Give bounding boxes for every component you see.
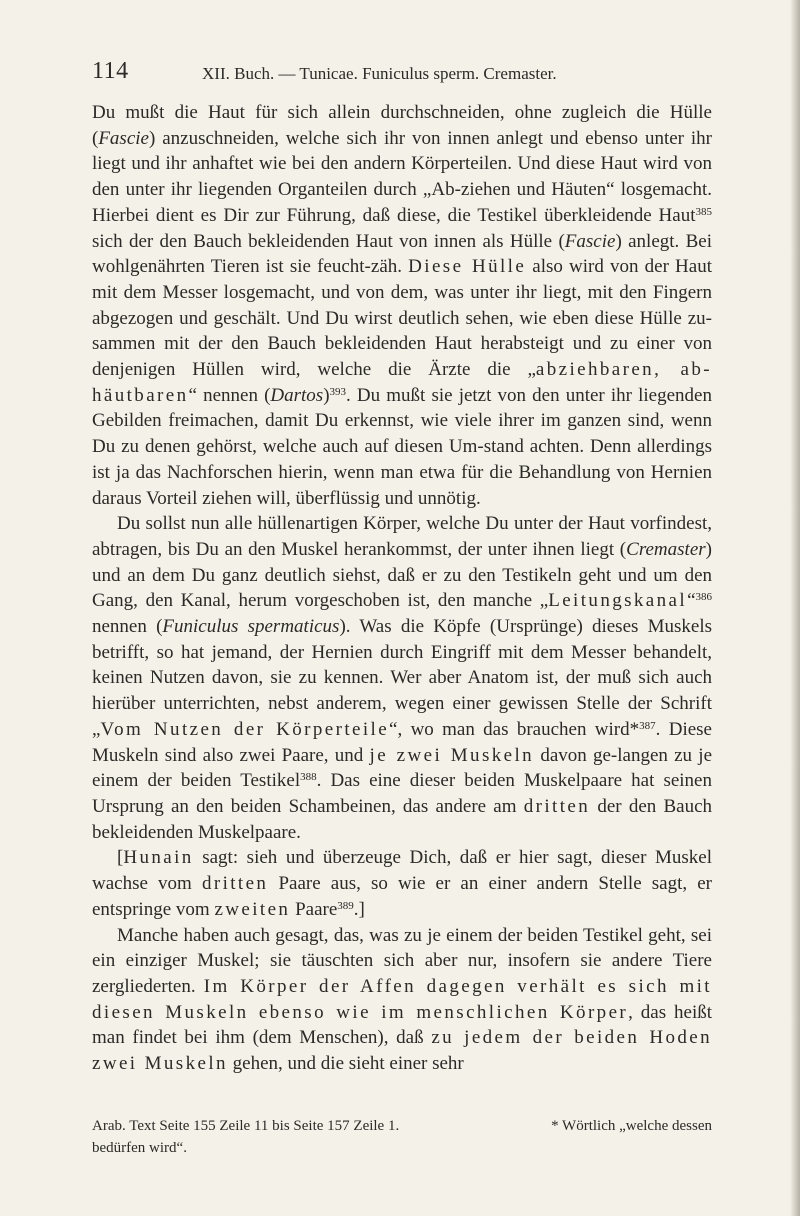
italic-term: Dartos [270, 384, 324, 406]
text-run: ) anzuschneiden, welche sich ihr von innen anlegt und ebenso unter ihr liegt und ihr anhaftet wie bei den andern Körperteilen. Und diese Haut wird von den unter ihr liegenden Organteilen durch „Ab-ziehen und Häuten“ losgemacht. Hierbei dient es Dir zur Führung, daß diese, die Testikel überkleidende Haut [92, 127, 712, 226]
text-run: Du mußt die Haut für sich allein durchschneiden, ohne zugleich die Hülle ( [92, 102, 712, 149]
page-number: 114 [92, 58, 129, 84]
spaced-emphasis: Im Körper der Affen dagegen verhält es sich mit diesen Muskeln ebenso wie im menschlichen Körper [92, 975, 712, 1023]
footnote-ref: 385 [695, 205, 712, 218]
footnote-ref: 393 [329, 385, 347, 398]
footnote-ref: 387 [639, 719, 656, 732]
paragraph [92, 100, 712, 511]
text-run: Paare aus, so wie er an einer andern Stelle sagt, er entspringe vom [92, 873, 712, 920]
text-run: sagt: sieh und überzeuge Dich, daß er hier sagt, dieser Muskel wachse vom [92, 847, 712, 895]
footnote-ref: 388 [300, 771, 317, 784]
text-run: gehen, und die sieht einer sehr [227, 1053, 464, 1075]
spaced-emphasis: Vom Nutzen der Körperteile [100, 718, 390, 740]
text-run: “ nennen ( [188, 384, 271, 406]
footnote-source: Arab. Text Seite 155 Zeile 11 bis Seite 157 Zeile 1. [92, 1118, 400, 1134]
paragraph [92, 923, 712, 1077]
text-run: “ [687, 590, 696, 612]
running-title: XII. Buch. — Tunicae. Funiculus sperm. Cremaster. [202, 64, 557, 83]
text-run: der den Bauch bekleidenden Muskelpaare. [92, 795, 712, 843]
text-run: . Das eine dieser beiden Muskelpaare hat seinen Ursprung an den beiden Schambeinen, das andere am [92, 770, 712, 817]
footnotes [92, 1115, 712, 1159]
page-edge [790, 0, 800, 1216]
text-run: “, wo man das brauchen wird* [389, 718, 640, 740]
body-text [92, 100, 712, 1077]
text-run: davon ge-langen zu je einem der beiden Testikel [92, 744, 713, 792]
spaced-emphasis: dritten [201, 873, 269, 895]
paragraph [92, 845, 712, 922]
footnote-note-continued: bedürfen wird“. [92, 1140, 187, 1156]
text-run: Paare [290, 898, 338, 920]
footnote-note: * Wörtlich „welche dessen [551, 1118, 712, 1134]
italic-term: Fascie [564, 230, 616, 252]
text-run: ). Was die Köpfe (Ursprünge) dieses Muskels betrifft, so hat jemand, der Hernien durch Eingriff mit dem Messer behandelt, keinen Nutzen davon, sie zu kennen. Wer aber Anatom ist, der muß sich auch hierüber unterrichten, nebst anderem, wegen einer gewissen Stelle der Schrift „ [92, 616, 712, 740]
text-run: ) [323, 384, 330, 406]
italic-term: Cremaster [626, 538, 706, 560]
italic-term: Fascie [98, 127, 149, 149]
text-run: Du sollst nun alle hüllenartigen Körper, welche Du unter der Haut vorfindest, abtragen, bis Du an den Muskel herankommst, der unter ihnen liegt ( [92, 513, 712, 560]
footnote-ref: 389 [337, 899, 354, 912]
footnote-ref: 386 [695, 591, 712, 604]
spaced-emphasis: Hunain [123, 847, 194, 869]
spaced-emphasis: dritten [523, 795, 591, 817]
paragraph [92, 511, 712, 845]
text-run: , das heißt man findet bei ihm (dem Menschen), daß [92, 1001, 712, 1049]
text-run: ) und an dem Du ganz deutlich siehst, daß er zu den Testikeln geht und um den Gang, den Kanal, herum vorgeschoben ist, den manche „ [92, 538, 712, 612]
text-run: . Du mußt sie jetzt von den unter ihr liegenden Gebilden freimachen, damit Du erkennst, wie viele ihrer im ganzen sind, wenn Du zu denen gehörst, welche auch auf diesen Um-stand achten. Denn allerdings ist ja das Nachforschen hierin, wenn man etwa für die Behandlung von Hernien daraus Vorteil ziehen will, überflüssig und unnötig. [92, 384, 712, 509]
text-run: .] [353, 898, 365, 920]
text-run: Manche haben auch gesagt, das, was zu je einem der beiden Testikel geht, sei ein einziger Muskel; sie täuschten sich aber nur, insofern sie andere Tiere zergliederten. [92, 924, 712, 997]
text-run: also wird von der Haut mit dem Messer losgemacht, und von dem, was unter ihr liegt, mit den Fingern abgezogen und geschält. Und Du wirst deutlich sehen, wie eben diese Hülle zu-sammen mit der den Bauch bekleidenden Haut herabsteigt und zu einer von denjenigen Hüllen wird, welche die Ärzte die „ [92, 256, 712, 381]
italic-term: Funiculus spermaticus [162, 616, 340, 638]
text-run: sich der den Bauch bekleidenden Haut von innen als Hülle ( [92, 230, 565, 252]
spaced-emphasis: abziehbaren, ab-häutbaren [92, 359, 713, 406]
spaced-emphasis: zu jedem der beiden Hoden zwei Muskeln [92, 1027, 713, 1075]
spaced-emphasis: Leitungskanal [548, 590, 688, 612]
text-run: nennen ( [92, 616, 163, 638]
spaced-emphasis: Diese Hülle [408, 256, 527, 278]
running-header [92, 58, 712, 88]
spaced-emphasis: zweiten [214, 898, 291, 920]
text-run: [ [117, 847, 124, 869]
spaced-emphasis: je zwei Muskeln [369, 744, 535, 766]
text-run: ) anlegt. Bei wohlgenährten Tieren ist sie feucht-zäh. [92, 230, 712, 278]
text-run: . Diese Muskeln sind also zwei Paare, und [92, 718, 712, 766]
